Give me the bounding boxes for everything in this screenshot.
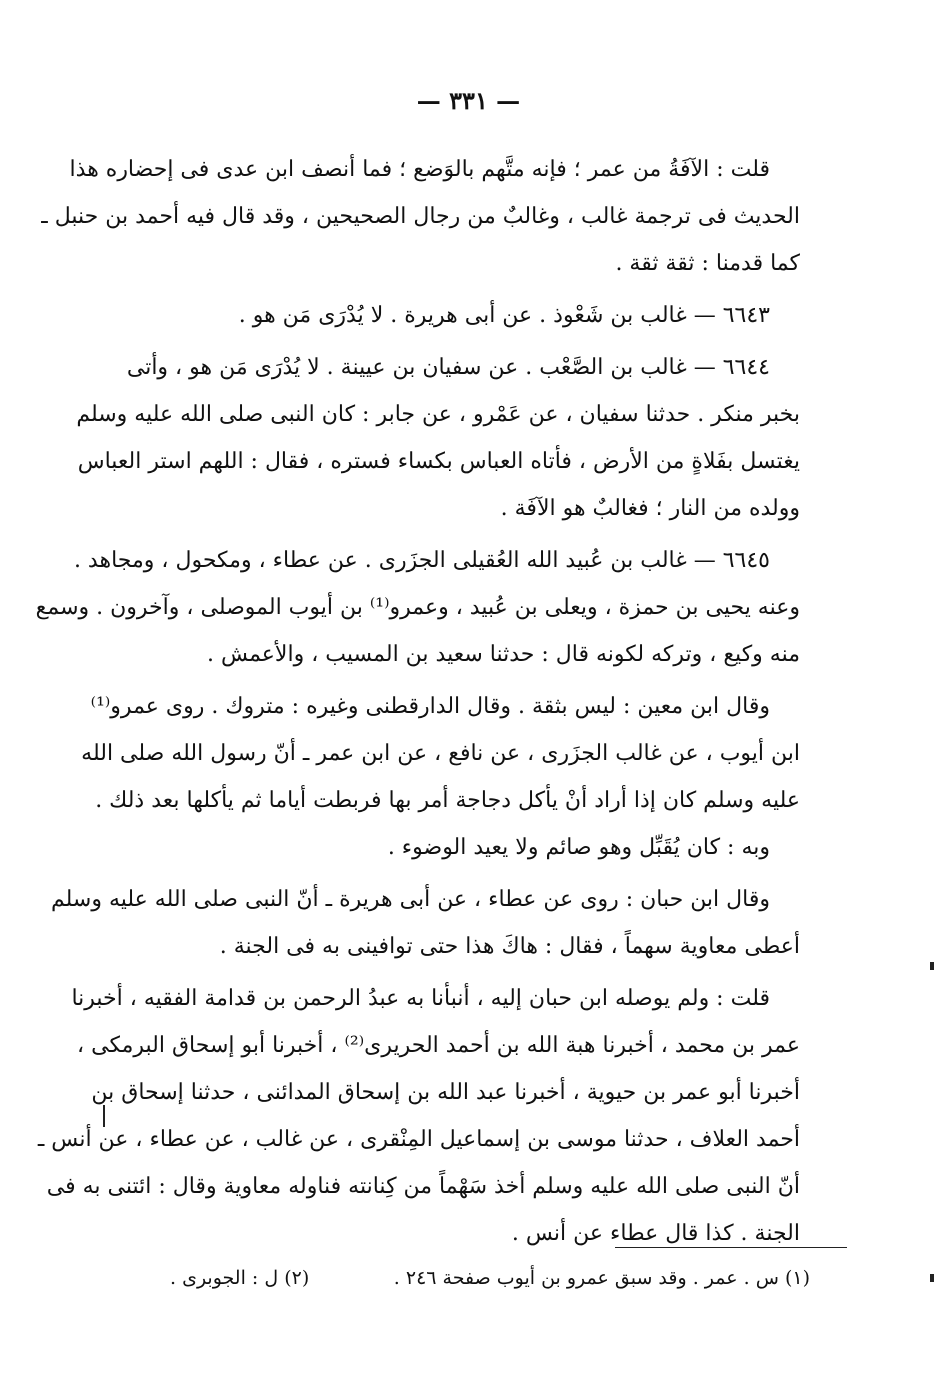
- entry-6645: ٦٦٤٥ — غالب بن عُبيد الله العُقيلى الجزَرى . عن عطاء ، ومكحول ، ومجاهد .: [73, 548, 770, 573]
- text-line: وولده من النار ؛ فغالبٌ هو الآفَة .: [500, 496, 800, 521]
- text-line: ابن أيوب ، عن غالب الجزَرى ، عن نافع ، عن ابن عمر ـ أنّ رسول الله صلى الله: [81, 741, 800, 766]
- text-line: وعنه يحيى بن حمزة ، ويعلى بن عُبيد ، وعمرو⁽¹⁾ بن أيوب الموصلى ، وآخرون . وسمع: [35, 595, 800, 620]
- scan-artifact: [930, 1274, 934, 1282]
- text-line: عليه وسلم كان إذا أراد أنْ يأكل دجاجة أمر بها فربطت أياما ثم يأكلها بعد ذلك .: [95, 788, 800, 813]
- main-text: [35, 146, 800, 1257]
- footnote-2: (٢) ل : الجوبرى .: [170, 1267, 310, 1289]
- entry-6643: ٦٦٤٣ — غالب بن شَعْوذ . عن أبى هريرة . لا يُدْرَى مَن هو .: [238, 303, 770, 328]
- scan-artifact: [930, 962, 934, 970]
- text-line: وقال ابن معين : ليس بثقة . وقال الدارقطنى وغيره : متروك . روى عمرو⁽¹⁾: [90, 694, 770, 719]
- text-line: وبه : كان يُقَبِّل وهو صائم ولا يعيد الوضوء .: [387, 835, 770, 860]
- text-line: الحديث فى ترجمة غالب ، وغالبٌ من رجال الصحيحين ، وقد قال فيه أحمد بن حنبل ـ: [41, 204, 800, 229]
- text-line: يغتسل بفَلاةٍ من الأرض ، فأتاه العباس بكساء فستره ، فقال : اللهم استر العباس: [77, 449, 800, 474]
- footnote-divider: [615, 1247, 847, 1248]
- text-line: بخبر منكر . حدثنا سفيان ، عن عَمْرو ، عن جابر : كان النبى صلى الله عليه وسلم: [76, 402, 800, 427]
- text-line: أعطى معاوية سهماً ، فقال : هاكَ هذا حتى توافينى به فى الجنة .: [219, 934, 800, 959]
- footnote-1: (١) س . عمر . وقد سبق عمرو بن أيوب صفحة ٢٤٦ .: [393, 1267, 810, 1289]
- text-line: كما قدمنا : ثقة ثقة .: [615, 251, 800, 276]
- scan-artifact: [103, 1105, 105, 1127]
- text-line: الجنة . كذا قال عطاء عن أنس .: [511, 1221, 800, 1246]
- text-line: منه وكيع ، وتركه لكونه قال : حدثنا سعيد بن المسيب ، والأعمش .: [207, 642, 800, 667]
- footnotes: [170, 1258, 810, 1298]
- entry-6644: ٦٦٤٤ — غالب بن الصَّعْب . عن سفيان بن عيينة . لا يُدْرَى مَن هو ، وأتى: [126, 355, 770, 380]
- page-number: — ٣٣١ —: [416, 86, 521, 115]
- text-line: قلت : ولم يوصله ابن حبان إليه ، أنبأنا به عبدُ الرحمن بن قدامة الفقيه ، أخبرنا: [71, 986, 770, 1011]
- text-line: وقال ابن حبان : روى عن عطاء ، عن أبى هريرة ـ أنّ النبى صلى الله عليه وسلم: [50, 887, 770, 912]
- text-line: قلت : الآفَةُ من عمر ؛ فإنه متَّهم بالوَضع ؛ فما أنصف ابن عدى فى إحضاره هذا: [69, 157, 770, 182]
- text-line: عمر بن محمد ، أخبرنا هبة الله بن أحمد الحريرى⁽²⁾ ، أخبرنا أبو إسحاق البرمكى ،: [77, 1033, 800, 1058]
- text-line: أنّ النبى صلى الله عليه وسلم أخذ سَهْماً من كِنانته فناوله معاوية وقال : ائتنى به فى: [46, 1174, 800, 1199]
- text-line: أخبرنا أبو عمر بن حيوية ، أخبرنا عبد الله بن إسحاق المدائنى ، حدثنا إسحاق بن: [91, 1080, 800, 1105]
- text-line: أحمد العلاف ، حدثنا موسى بن إسماعيل المِنْقرى ، عن غالب ، عن عطاء ، عن أنس ـ: [37, 1127, 800, 1152]
